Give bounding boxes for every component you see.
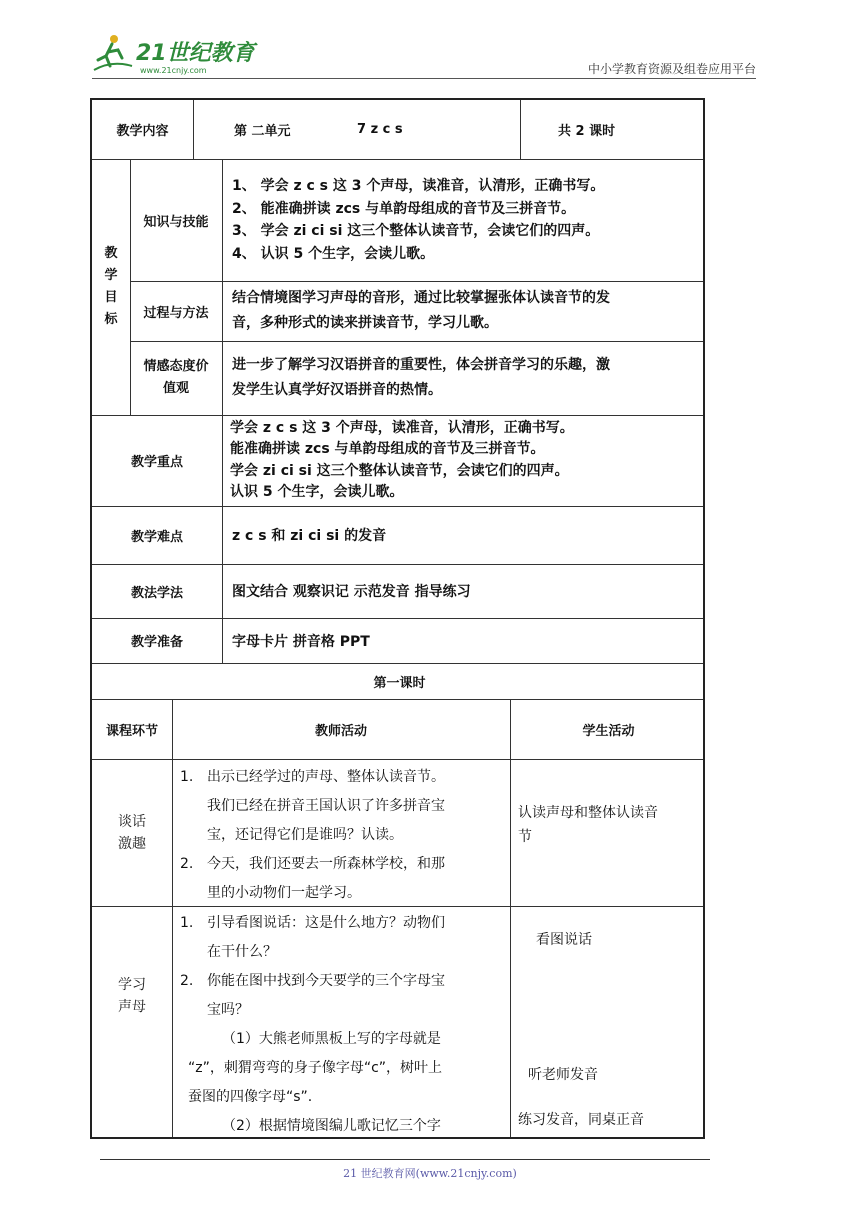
period-title: 第一课时 [373, 675, 426, 691]
logo-url: www.21cnjy.com [140, 66, 207, 75]
teacher-step: 1. 出示已经学过的声母、整体认读音节。 我们已经在拼音王国认识了许多拼音宝 宝，还记得它们是谁吗？认读。 [180, 769, 445, 843]
methods-text: 图文结合 观察识记 示范发音 指导练习 [232, 584, 471, 600]
difficulty-label: 教学难点 [130, 529, 183, 545]
grid-line [172, 699, 173, 1139]
emotion-values-text: 进一步了解学习汉语拼音的重要性，体会拼音学习的乐趣，激 发学生认真学好汉语拼音的热情。 [232, 357, 610, 398]
stage2-teacher-activities [180, 909, 506, 1139]
grid-line [92, 906, 705, 907]
grid-line [92, 759, 705, 760]
stage1-student-activity: 认读声母和整体认读音 节 [518, 805, 658, 845]
column-header-student: 学生活动 [582, 723, 635, 739]
process-methods-text: 结合情境图学习声母的音形，通过比较掌握张体认读音节的发 音，多种形式的读来拼读音节，学习儿歌。 [232, 290, 610, 331]
student-note-practice: 练习发音，同桌正音 [518, 1112, 644, 1128]
teacher-step: 2. 你能在图中找到今天要学的三个字母宝 宝吗？ [180, 973, 445, 1018]
knowledge-skills-label: 知识与技能 [143, 214, 209, 230]
knowledge-skills-list [232, 159, 702, 281]
methods-label: 教法学法 [130, 585, 183, 601]
grid-line [520, 100, 521, 159]
preparation-text: 字母卡片 拼音格 PPT [232, 633, 370, 650]
unit-name: 第 二单元 [234, 124, 291, 139]
objective-item: 1、 学会 z c s 这 3 个声母，读准音，认清形，正确书写。 [232, 178, 605, 194]
teacher-step: 2. 今天，我们还要去一所森林学校，和那 里的小动物们一起学习。 [180, 856, 445, 901]
objectives-label: 教 学 目 标 [104, 246, 118, 327]
platform-name: 中小学教育资源及组卷应用平台 [587, 62, 756, 76]
grid-line [193, 100, 194, 159]
key-points-label: 教学重点 [130, 455, 183, 470]
logo-text: 21世纪教育 [136, 41, 255, 66]
lesson-title: 7 z c s [357, 122, 403, 137]
student-note-look-talk: 看图说话 [536, 932, 592, 948]
preparation-label: 教学准备 [130, 635, 183, 650]
teacher-step: 1. 引导看图说话：这是什么地方？动物们 在干什么？ [180, 915, 445, 960]
grid-line [222, 415, 223, 663]
total-hours: 共 2 课时 [558, 124, 616, 139]
difficulty-text: z c s 和 zi ci si 的发音 [232, 528, 387, 544]
student-note-listen: 听老师发音 [528, 1067, 598, 1083]
logo-graphic [92, 30, 262, 78]
process-methods-label: 过程与方法 [143, 305, 209, 321]
footer-text: 21 世纪教育网(www.21cnjy.com) [343, 1167, 517, 1180]
teacher-detail: （1）大熊老师黑板上写的字母就是 “z”，刺猬弯弯的身子像字母“c”，树叶上 蚕图的四像字母“s”. （2）根据情境图编儿歌记忆三个字 [188, 1031, 443, 1134]
grid-line [510, 699, 511, 1139]
column-header-stage: 课程环节 [105, 723, 158, 739]
key-points-text: 学会 z c s 这 3 个声母，读准音，认清形，正确书写。 能准确拼读 zcs 与单韵母组成的音节及三拼音节。 学会 zi ci si 这三个整体认读音节，会读它们的四声。 认识 5 个生字，会读儿歌。 [230, 419, 574, 500]
objective-item: 3、 学会 zi ci si 这三个整体认读音节，会读它们的四声。 [232, 223, 600, 239]
stage-name-initials: 学习 声母 [118, 977, 146, 1015]
site-logo [92, 30, 262, 78]
footer-divider [100, 1159, 710, 1160]
header-divider [92, 78, 756, 79]
emotion-values-label: 情感态度价 值观 [143, 359, 209, 396]
teaching-content-label: 教学内容 [116, 124, 169, 139]
stage-name-intro: 谈话 激趣 [118, 813, 146, 852]
column-header-teacher: 教师活动 [314, 723, 367, 739]
lesson-plan-table [90, 98, 705, 1139]
grid-line [222, 159, 223, 415]
stage1-teacher-activities [180, 763, 506, 908]
objective-item: 2、 能准确拼读 zcs 与单韵母组成的音节及三拼音节。 [232, 200, 576, 217]
objective-item: 4、 认识 5 个生字，会读儿歌。 [232, 245, 435, 262]
